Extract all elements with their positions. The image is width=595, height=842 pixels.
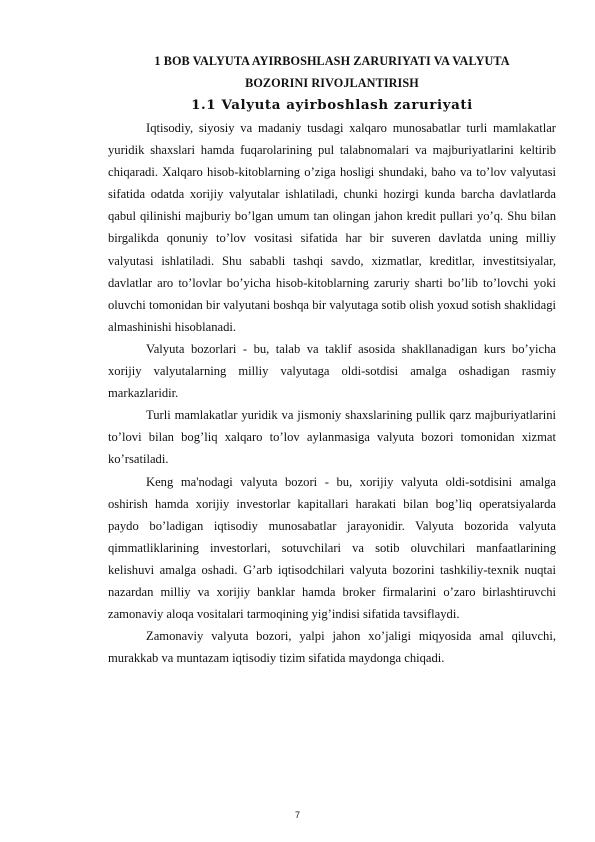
paragraph-4: Keng ma'nodagi valyuta bozori - bu, xorijiy valyuta oldi-sotdisini amalga oshirish hamda xorijiy investorlar kapitallari harakati bilan bog’liq operatsiyalarda paydo bo’ladigan iqtisodiy munosabatlar jarayonidir. Valyuta bozorida valyuta qimmatliklarining investorlari, sotuvchilari va sotib oluvchilari manfaatlarining kelishuvi amalga oshadi. G’arb iqtisodchilari valyuta bozorini tashkiliy-texnik nuqtai nazardan milliy va xorijiy banklar hamda broker firmalarini o’zaro birlashtiruvchi zamonaviy aloqa vositalari tarmoqining yig’indisi sifatida tavsiflaydi. bbox=[108, 474, 556, 622]
paragraph-2: Valyuta bozorlari - bu, talab va taklif asosida shakllanadigan kurs bo’yicha xorijiy valyutalarning milliy valyutaga oldi-sotdisi amalga oshadigan rasmiy markazlaridir. bbox=[108, 341, 556, 401]
page-number: 7 bbox=[294, 810, 300, 820]
chapter-title-line-1: 1 BOB VALYUTA AYIRBOSHLASH ZARURIYATI VA VALYUTA bbox=[154, 54, 510, 68]
document-page bbox=[108, 50, 556, 669]
paragraph-1: Iqtisodiy, siyosiy va madaniy tusdagi xalqaro munosabatlar turli mamlakatlar yuridik shaxslari hamda fuqarolarining pul talabnomalari va majburiyatlarini keltirib chiqaradi. Xalqaro hisob-kitoblarning o’ziga hosligi shundaki, baho va to’lov valyutasi sifatida odatda xorijiy valyutalar ishlatiladi, chunki hozirgi kunda barcha davlatlarda qabul qilinishi majburiy bo’lgan umum tan olingan jahon kredit pullari yo’q. Shu bilan birgalikda qonuniy to’lov vositasi sifatida har bir suveren davlatda uning milliy valyutasi ishlatiladi. Shu sababli tashqi savdo, xizmatlar, kreditlar, investitsiyalar, davlatlar aro to’lovlar bo’yicha hisob-kitoblarning zaruriy sharti bo’lib to’lovchi yoki oluvchi tomonidan bir valyutani boshqa bir valyutaga sotib olish yoxud sotish shaklidagi almashinishi hisoblanadi. bbox=[108, 121, 556, 334]
paragraph-5: Zamonaviy valyuta bozori, yalpi jahon xo’jaligi miqyosida amal qiluvchi, murakkab va muntazam iqtisodiy tizim sifatida maydonga chiqadi. bbox=[108, 629, 556, 666]
section-title: 1.1 Valyuta ayirboshlash zaruriyati bbox=[191, 97, 473, 113]
chapter-title-line-2: BOZORINI RIVOJLANTIRISH bbox=[245, 76, 419, 90]
paragraph-3: Turli mamlakatlar yuridik va jismoniy shaxslarining pullik qarz majburiyatlarini to’lovi bilan bog’liq xalqaro to’lov aylanmasiga valyuta bozori tomonidan xizmat ko’rsatiladi. bbox=[108, 408, 556, 467]
